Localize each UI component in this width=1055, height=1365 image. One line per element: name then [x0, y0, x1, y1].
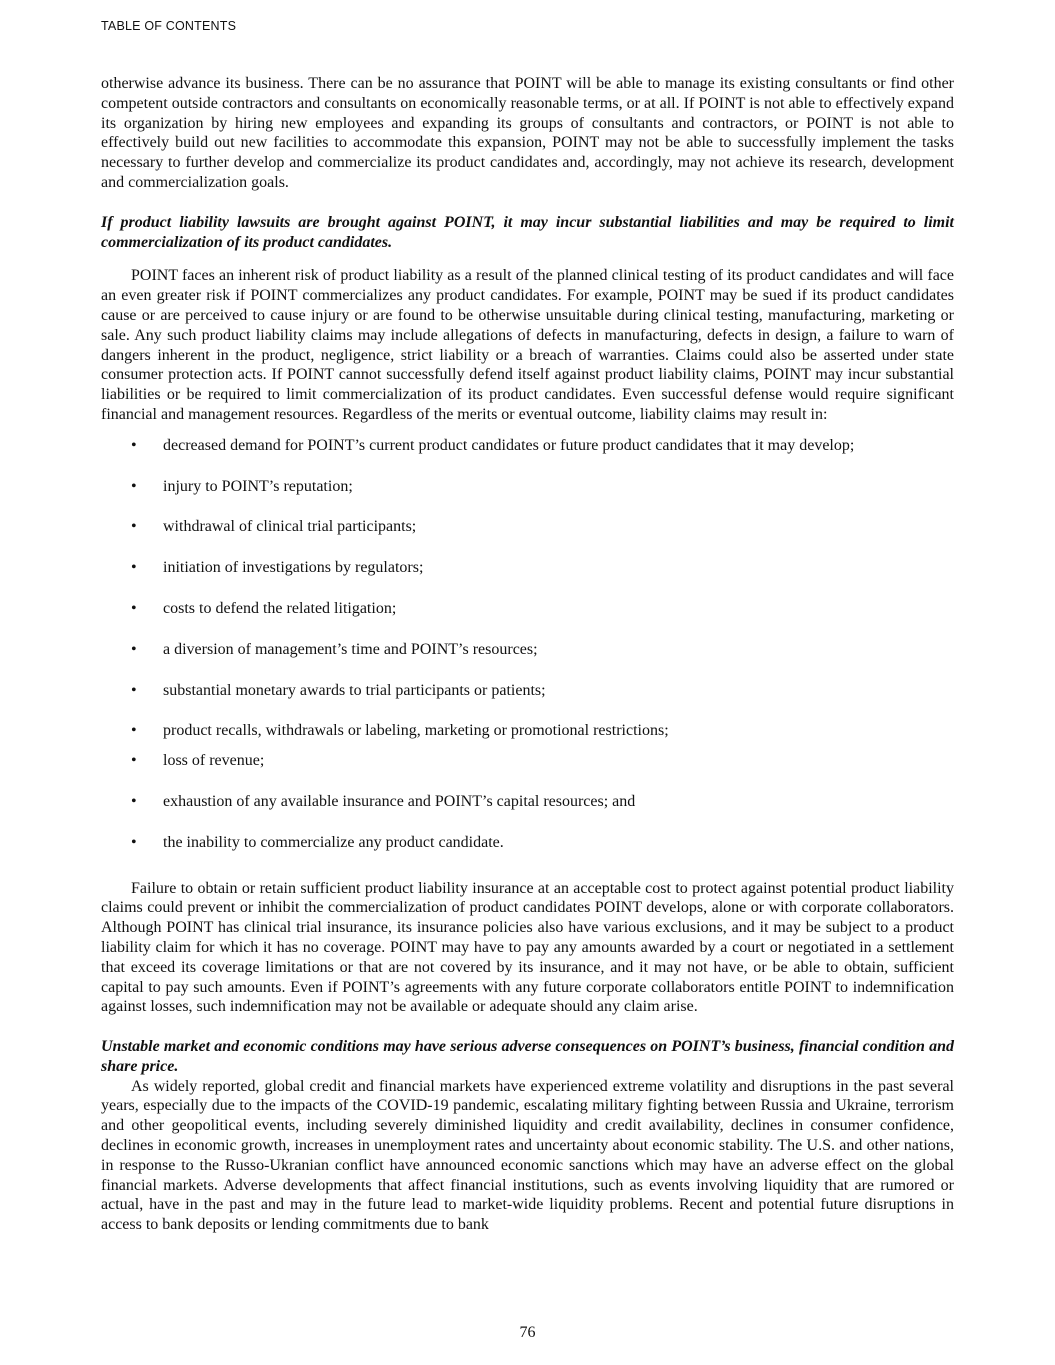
- section-heading-product-liability: If product liability lawsuits are brought against POINT, it may incur substantial liabilities and may be required to limit commercialization of its product candidates.: [101, 213, 954, 251]
- paragraph-insurance: Failure to obtain or retain sufficient product liability insurance at an acceptable cost to protect against potential product liability claims could prevent or inhibit the commercialization of product candidates POINT develops, alone or with corporate collaborators. Although POINT has clinical trial insurance, its insurance policies also have various exclusions, and it may be subject to a product liability claim for which it has no coverage. POINT may have to pay any amounts awarded by a court or negotiated in a settlement that exceed its coverage limitations or that are not covered by its insurance, and it may not have, or be able to obtain, sufficient capital to pay such amounts. Even if POINT’s agreements with any future corporate collaborators entitle POINT to indemnification against losses, such indemnification may not be available or adequate should any claim arise.: [101, 879, 954, 1016]
- bullet-glyph: •: [131, 599, 137, 617]
- bullet-glyph: •: [131, 681, 137, 699]
- list-item: • loss of revenue;: [131, 752, 265, 770]
- bullet-glyph: •: [131, 436, 137, 454]
- list-item: • exhaustion of any available insurance and POINT’s capital resources; and: [131, 792, 636, 810]
- paragraph-product-liability: POINT faces an inherent risk of product liability as a result of the planned clinical testing of its product candidates and will face an even greater risk if POINT commercializes any product candidates. For example, POINT may be sued if its product candidates cause or are perceived to cause injury or are found to be otherwise unsuitable during clinical testing, manufacturing, marketing or sale. Any such product liability claims may include allegations of defects in manufacturing, defects in design, a failure to warn of dangers inherent in the product, negligence, strict liability or a breach of warranties. Claims could also be asserted under state consumer protection acts. If POINT cannot successfully defend itself against product liability claims, POINT may incur substantial liabilities or be required to limit commercialization of its product candidates. Even successful defense would require significant financial and management resources. Regardless of the merits or eventual outcome, liability claims may result in:: [101, 267, 954, 423]
- list-item: • costs to defend the related litigation;: [131, 599, 397, 617]
- list-item: • injury to POINT’s reputation;: [131, 477, 353, 495]
- paragraph-market-conditions: As widely reported, global credit and financial markets have experienced extreme volatility and disruptions in the past several years, especially due to the impacts of the COVID-19 pandemic, escalating military fighting between Russia and Ukraine, terrorism and other geopolitical events, including severely diminished liquidity and credit availability, declines in consumer confidence, declines in economic growth, increases in unemployment rates and uncertainty about economic stability. The U.S. and other nations, in response to the Russo-Ukranian conflict have announced economic sanctions which may have an adverse effect on the global financial markets. Adverse developments that affect financial institutions, such as events involving liquidity that are rumored or actual, have in the past and may in the future lead to market-wide liquidity problems. Recent and potential future disruptions in access to bank deposits or lending commitments due to bank: [101, 1077, 954, 1234]
- section-heading-market-conditions: Unstable market and economic conditions may have serious adverse consequences on POINT’s business, financial condition and share price.: [101, 1038, 954, 1075]
- bullet-glyph: •: [131, 477, 137, 495]
- paragraph-expansion: otherwise advance its business. There can be no assurance that POINT will be able to manage its existing consultants or find other competent outside contractors and consultants on economically reasonable terms, or at all. If POINT is not able to effectively expand its organization by hiring new employees and expanding its groups of consultants and contractors, or POINT is not able to effectively build out new facilities to accommodate this expansion, POINT may not be able to successfully implement the tasks necessary to further develop and commercialize its product candidates and, accordingly, may not achieve its research, development and commercialization goals.: [101, 75, 954, 191]
- bullet-glyph: •: [131, 833, 137, 851]
- list-item: • withdrawal of clinical trial participants;: [131, 518, 417, 536]
- list-item: • a diversion of management’s time and POINT’s resources;: [131, 640, 538, 658]
- list-item: • product recalls, withdrawals or labeling, marketing or promotional restrictions;: [131, 722, 669, 740]
- liability-consequences-list: [101, 436, 954, 853]
- bullet-glyph: •: [131, 752, 137, 770]
- list-item: • substantial monetary awards to trial participants or patients;: [131, 681, 546, 699]
- bullet-glyph: •: [131, 559, 137, 577]
- page-body: [101, 74, 954, 1235]
- list-item: • initiation of investigations by regulators;: [131, 559, 424, 577]
- table-of-contents-link[interactable]: TABLE OF CONTENTS: [101, 19, 237, 33]
- list-item: • decreased demand for POINT’s current product candidates or future product candidates that it may develop;: [131, 436, 855, 454]
- bullet-glyph: •: [131, 518, 137, 536]
- list-item: • the inability to commercialize any product candidate.: [131, 833, 504, 851]
- bullet-glyph: •: [131, 640, 137, 658]
- bullet-glyph: •: [131, 792, 137, 810]
- page-number: 76: [519, 1324, 536, 1341]
- bullet-glyph: •: [131, 722, 137, 740]
